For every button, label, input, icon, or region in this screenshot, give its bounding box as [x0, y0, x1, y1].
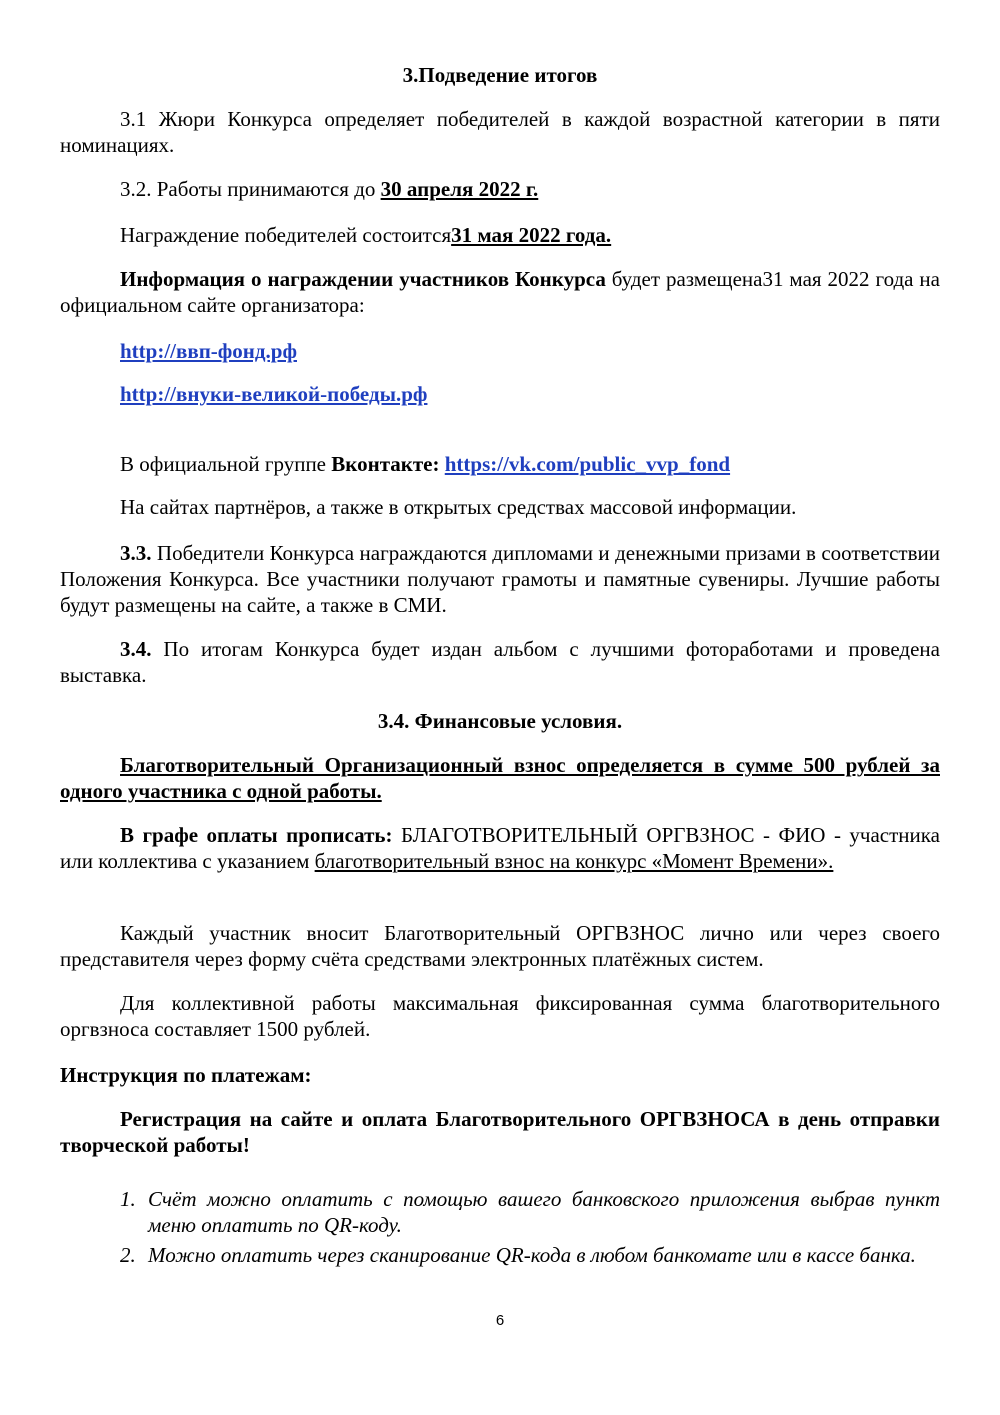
paragraph-partners: На сайтах партнёров, а также в открытых средствах массовой информации. — [120, 495, 797, 519]
paragraph-collective: Для коллективной работы максимальная фиксированная сумма благотворительного оргвзноса составляет 1500 рублей. — [60, 991, 940, 1041]
paragraph-vk: В официальной группе Вконтакте: https://vk.com/public_vvp_fond — [120, 452, 731, 476]
list-item: 1. Счёт можно оплатить с помощью вашего банковского приложения выбрав пункт меню оплатить по QR-коду. — [120, 1187, 940, 1237]
list-item: 2. Можно оплатить через сканирование QR-кода в любом банкомате или в кассе банка. — [120, 1243, 916, 1267]
link-vvp-fond-line — [120, 338, 940, 364]
paragraph-3-3: 3.3. Победители Конкурса награждаются дипломами и денежными призами в соответствии Положения Конкурса. Все участники получают грамоты и памятные сувениры. Лучшие работы будут размещены на сайте, а также в СМИ. — [60, 541, 940, 617]
link-vnuki-line — [120, 381, 940, 407]
paragraph-3-4: 3.4. По итогам Конкурса будет издан альбом с лучшими фотоработами и проведена выставка. — [60, 637, 940, 687]
instructions-title: Инструкция по платежам: — [60, 1063, 312, 1087]
finance-title: 3.4. Финансовые условия. — [377, 709, 623, 733]
paragraph-3-2: 3.2. Работы принимаются до 30 апреля 2022 г. — [120, 177, 539, 201]
paragraph-info: Информация о награждении участников Конкурса будет размещена31 мая 2022 года на официальном сайте организатора: — [60, 267, 940, 317]
section-title: 3.Подведение итогов — [402, 63, 598, 87]
paragraph-each-participant: Каждый участник вносит Благотворительный ОРГВЗНОС лично или через своего представителя через форму счёта средствами электронных платёжных систем. — [60, 921, 940, 971]
paragraph-registration: Регистрация на сайте и оплата Благотворительного ОРГВЗНОСА в день отправки творческой работы! — [60, 1107, 940, 1157]
paragraph-award: Награждение победителей состоится31 мая 2022 года. — [120, 223, 612, 247]
paragraph-fee: Благотворительный Организационный взнос определяется в сумме 500 рублей за одного участника с одной работы. — [60, 753, 940, 803]
link-vvp-fond[interactable]: http://ввп-фонд.рф — [120, 339, 297, 363]
link-vnuki[interactable]: http://внуки-великой-победы.рф — [120, 382, 428, 406]
paragraph-3-1: 3.1 Жюри Конкурса определяет победителей в каждой возрастной категории в пяти номинациях. — [60, 107, 940, 157]
deadline-date: 30 апреля 2022 г. — [380, 177, 539, 201]
paragraph-payment-note: В графе оплаты прописать: БЛАГОТВОРИТЕЛЬНЫЙ ОРГВЗНОС - ФИО - участника или коллектива с указанием благотворительный взнос на конкурс «Момент Времени». — [60, 823, 940, 873]
vk-link[interactable]: https://vk.com/public_vvp_fond — [444, 452, 731, 476]
award-date: 31 мая 2022 года. — [451, 223, 612, 247]
page-number: 6 — [495, 1312, 505, 1329]
